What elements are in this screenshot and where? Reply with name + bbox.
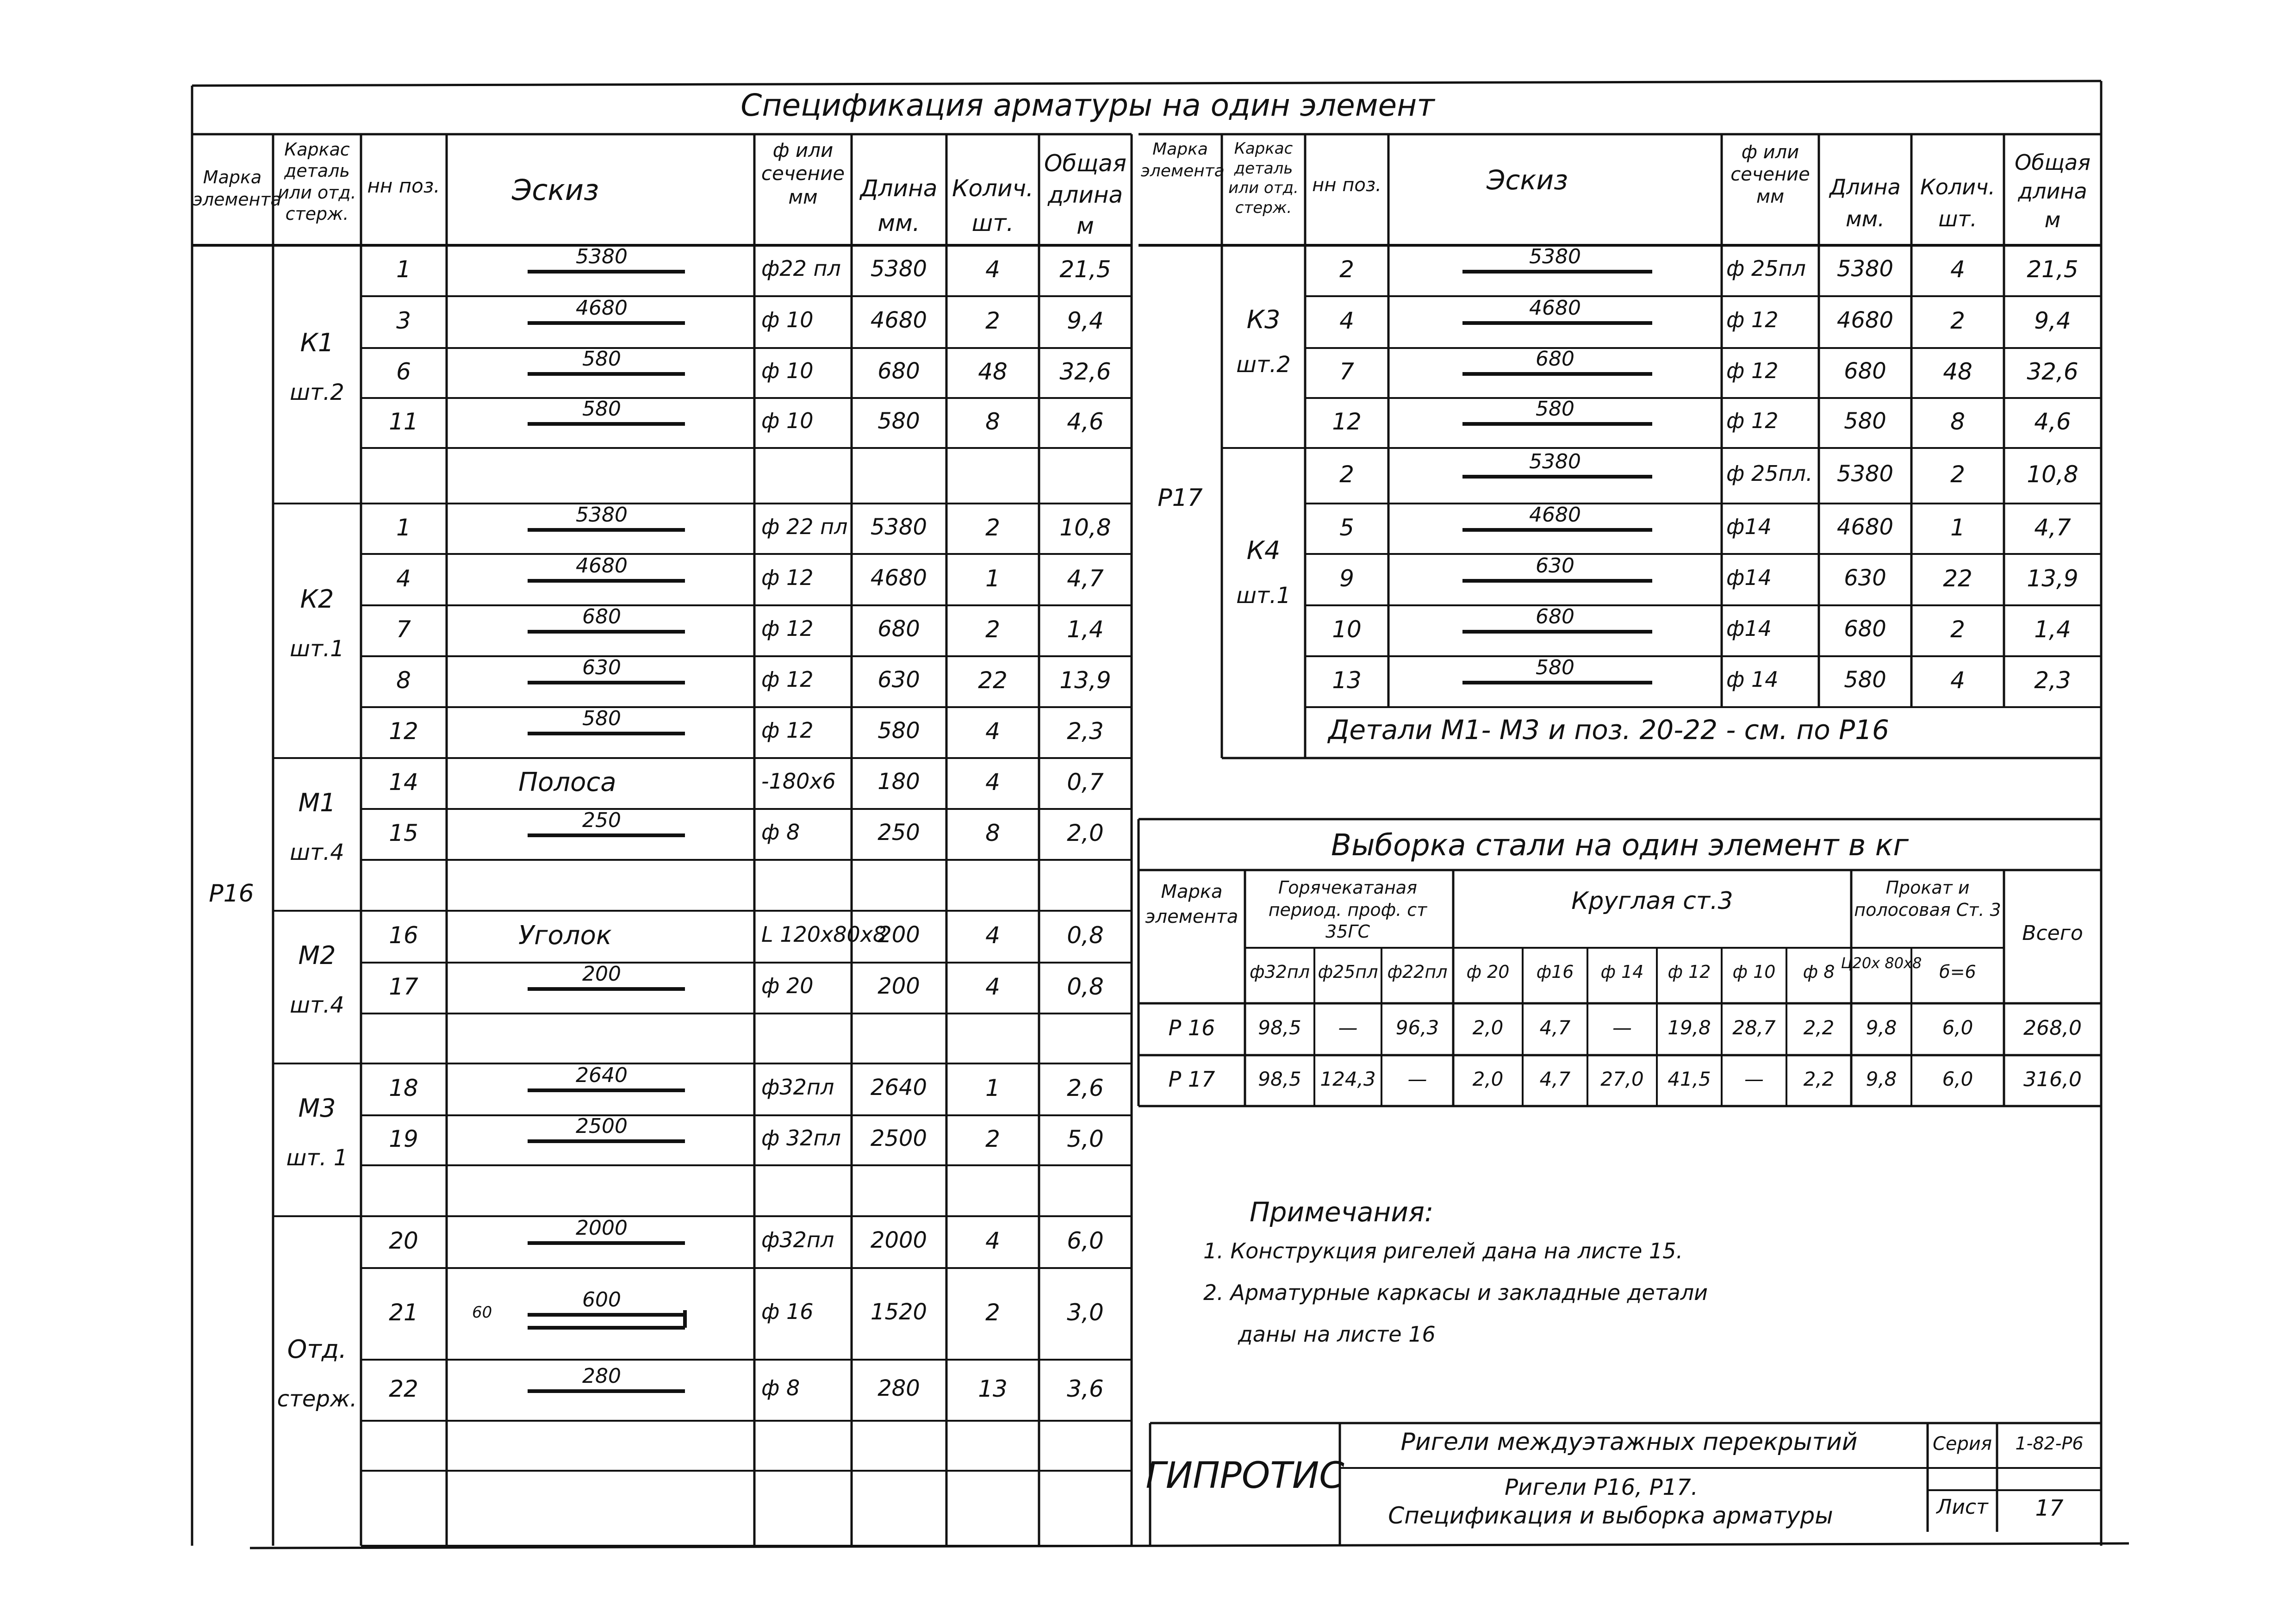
rebar-sketch-line [528, 833, 685, 837]
row-qty: 13 [978, 1375, 1008, 1402]
row-length: 5380 [1836, 256, 1894, 282]
steel-value: — [1612, 1016, 1632, 1039]
row-qty: 8 [985, 408, 1000, 435]
row-pos: 18 [389, 1075, 418, 1101]
row-qty: 22 [978, 667, 1008, 694]
steel-subheader: ф 14 [1600, 962, 1644, 982]
sketch-dimension: 250 [582, 808, 621, 832]
row-length: 2000 [870, 1227, 927, 1253]
steel-value: 9,8 [1866, 1068, 1897, 1090]
row-length: 630 [1844, 565, 1886, 591]
details-note: Детали М1- М3 и поз. 20-22 - см. по Р16 [1328, 714, 1889, 746]
sketch-dimension: 5380 [576, 245, 628, 268]
frame-group-count: шт. 1 [286, 1145, 348, 1171]
row-diameter: ф 32пл [761, 1126, 841, 1150]
row-total: 2,3 [2034, 667, 2071, 694]
steel-row-mark: Р 16 [1168, 1015, 1215, 1040]
steel-subheader: б=6 [1939, 962, 1976, 982]
steel-row-mark: Р 17 [1168, 1067, 1215, 1092]
steel-value: 41,5 [1668, 1068, 1711, 1090]
sketch-label: Полоса [518, 767, 616, 797]
steel-rolled-header: Прокат и полосовая Ст. 3 [1854, 877, 2001, 920]
sketch-label: Уголок [518, 920, 612, 951]
row-length: 2500 [870, 1126, 927, 1151]
row-length: 280 [877, 1375, 920, 1401]
rebar-sketch-line [528, 732, 685, 735]
rebar-sketch-line [1462, 422, 1652, 426]
row-qty: 2 [1950, 616, 1965, 643]
row-total: 2,0 [1067, 820, 1104, 846]
row-total: 9,4 [2034, 307, 2071, 334]
steel-subheader: ф32пл [1250, 962, 1310, 982]
header-sketch: Эскиз [511, 173, 599, 207]
sketch-dimension: 630 [582, 656, 621, 679]
rebar-sketch-line [1462, 321, 1652, 325]
header-pos: нн поз. [367, 174, 440, 197]
header-qty: Колич. шт. [1920, 174, 1995, 231]
row-pos: 1 [396, 256, 411, 283]
row-diameter: ф 10 [761, 358, 814, 383]
sketch-dimension: 5380 [1529, 245, 1581, 268]
sketch-dimension: 600 [582, 1288, 621, 1312]
row-length: 2640 [870, 1075, 927, 1101]
row-length: 680 [1844, 616, 1886, 642]
steel-subheader: ф 8 [1803, 962, 1835, 982]
header-dia: ф или сечение мм [1730, 142, 1810, 207]
sketch-dimension: 5380 [576, 503, 628, 527]
row-diameter: ф 10 [761, 307, 814, 332]
row-total: 9,4 [1067, 307, 1104, 334]
rebar-sketch-line [528, 528, 685, 532]
row-total: 4,7 [2034, 514, 2071, 541]
steel-value: 2,0 [1472, 1016, 1504, 1039]
row-pos: 19 [389, 1126, 418, 1152]
row-length: 580 [1844, 408, 1886, 434]
header-frame: Каркас деталь или отд. стерж. [1228, 139, 1299, 217]
row-pos: 3 [396, 307, 411, 334]
row-qty: 8 [985, 820, 1000, 846]
rebar-sketch-line [528, 1139, 685, 1143]
spec-title: Спецификация арматуры на один элемент [740, 87, 1435, 123]
note-item: 1. Конструкция ригелей дана на листе 15. [1203, 1238, 1683, 1263]
row-diameter: ф 20 [761, 973, 814, 998]
sketch-dimension: 580 [582, 707, 621, 730]
steel-value: 4,7 [1539, 1016, 1571, 1039]
sketch-dimension: 4680 [576, 553, 628, 578]
element-mark-r16: Р16 [209, 880, 254, 908]
top-border [192, 81, 2101, 86]
rebar-sketch-line [528, 579, 685, 583]
row-total: 4,7 [1067, 565, 1104, 592]
row-total: 0,8 [1067, 973, 1104, 1000]
steel-subheader: ф22пл [1387, 962, 1448, 982]
steel-subheader: ф25пл [1318, 962, 1378, 982]
row-pos: 5 [1339, 514, 1354, 541]
row-diameter: ф 14 [1726, 667, 1779, 692]
row-length: 5380 [1836, 461, 1894, 487]
row-diameter: ф14 [1726, 616, 1772, 641]
rebar-sketch-line [1462, 475, 1652, 479]
row-length: 630 [877, 667, 920, 693]
row-pos: 14 [389, 769, 418, 796]
note-item: даны на листе 16 [1238, 1322, 1436, 1347]
element-mark-r17: Р17 [1157, 484, 1203, 512]
header-frame: Каркас деталь или отд. стерж. [278, 139, 356, 224]
header-qty: Колич. шт. [952, 175, 1033, 236]
steel-value: 98,5 [1258, 1016, 1301, 1039]
frame-group-count: шт.1 [1236, 583, 1291, 609]
sketch-dimension: 2500 [576, 1114, 628, 1138]
row-total: 32,6 [2027, 358, 2078, 385]
sketch-dimension: 4680 [576, 296, 628, 320]
frame-group-name: М3 [298, 1094, 336, 1123]
row-total: 21,5 [2027, 256, 2078, 283]
row-pos: 9 [1339, 565, 1354, 592]
sketch-dimension: 2640 [576, 1063, 628, 1087]
steel-subheader: ф 20 [1466, 962, 1510, 982]
row-qty: 4 [985, 718, 1000, 745]
row-qty: 2 [985, 1299, 1000, 1326]
row-pos: 2 [1339, 256, 1354, 283]
steel-value: 98,5 [1258, 1068, 1301, 1090]
rebar-sketch-line [1462, 372, 1652, 376]
row-diameter: ф 12 [761, 616, 814, 641]
row-total: 13,9 [1059, 667, 1111, 694]
header-dia: ф или сечение мм [761, 139, 845, 208]
steel-value: 96,3 [1395, 1016, 1439, 1039]
steel-value: 6,0 [1942, 1016, 1973, 1039]
row-pos: 21 [389, 1299, 418, 1326]
row-length: 5380 [870, 514, 927, 540]
row-length: 200 [877, 922, 920, 948]
steel-subheader: ф 12 [1668, 962, 1711, 982]
row-total: 10,8 [2027, 461, 2078, 488]
row-qty: 4 [985, 256, 1000, 283]
row-diameter: ф 12 [761, 718, 814, 743]
row-total: 0,7 [1067, 769, 1104, 796]
row-total: 3,6 [1067, 1375, 1104, 1402]
row-pos: 2 [1339, 461, 1354, 488]
steel-value: 9,8 [1866, 1016, 1897, 1039]
row-total: 10,8 [1059, 514, 1111, 541]
steel-value: 2,2 [1803, 1016, 1835, 1039]
row-qty: 4 [985, 973, 1000, 1000]
row-diameter: ф 10 [761, 408, 814, 433]
row-length: 1520 [870, 1299, 927, 1325]
frame-group-count: шт.1 [290, 636, 344, 662]
stamp-series-label: Серия [1933, 1433, 1992, 1455]
row-length: 200 [877, 973, 920, 999]
row-pos: 13 [1332, 667, 1362, 694]
sketch-dimension: 5380 [1529, 450, 1581, 473]
stamp-sheet-title: Ригели Р16, Р17. [1505, 1474, 1698, 1500]
stamp-sheet-title: Спецификация и выборка арматуры [1388, 1502, 1833, 1529]
row-pos: 12 [389, 718, 418, 745]
row-diameter: ф 12 [1726, 307, 1779, 332]
frame-group-count: шт.2 [1236, 352, 1291, 378]
row-diameter: ф 12 [761, 565, 814, 590]
steel-value: 2,2 [1803, 1068, 1835, 1090]
steel-title: Выборка стали на один элемент в кг [1331, 828, 1909, 863]
steel-value: — [1407, 1068, 1427, 1090]
row-diameter: ф32пл [761, 1227, 834, 1252]
row-qty: 2 [1950, 461, 1965, 488]
frame-group-count: стерж. [277, 1386, 357, 1412]
row-pos: 10 [1332, 616, 1362, 643]
steel-row-total: 268,0 [2023, 1016, 2082, 1040]
row-diameter: ф 12 [761, 667, 814, 692]
row-pos: 8 [396, 667, 411, 694]
row-qty: 48 [1943, 358, 1972, 385]
sketch-dimension: 580 [582, 397, 621, 421]
row-pos: 17 [389, 973, 418, 1000]
row-pos: 1 [396, 514, 411, 541]
row-qty: 4 [985, 1227, 1000, 1254]
row-diameter: L 120х80х8 [761, 922, 887, 947]
row-total: 2,3 [1067, 718, 1104, 745]
row-diameter: ф 25пл [1726, 256, 1806, 281]
sketch-dimension: 580 [1536, 656, 1574, 679]
row-length: 4680 [870, 307, 927, 333]
row-total: 2,6 [1067, 1075, 1104, 1101]
row-total: 32,6 [1059, 358, 1111, 385]
stamp-org: ГИПРОТИС [1145, 1455, 1344, 1497]
row-diameter: ф14 [1726, 514, 1772, 539]
row-qty: 4 [985, 922, 1000, 949]
steel-subheader: ф 10 [1732, 962, 1776, 982]
header-total: Общая длина м [2015, 150, 2091, 233]
header-pos: нн поз. [1312, 174, 1381, 196]
steel-subheader: ф16 [1536, 962, 1574, 982]
row-pos: 4 [1339, 307, 1354, 334]
sketch-dimension: 580 [582, 347, 621, 371]
row-qty: 1 [1950, 514, 1965, 541]
sketch-dimension: 680 [1536, 605, 1574, 628]
steel-value: 2,0 [1472, 1068, 1504, 1090]
rebar-sketch-line [528, 1088, 685, 1092]
header-mark: Марка элемента [193, 167, 281, 210]
rebar-sketch-line [528, 1389, 685, 1393]
row-qty: 48 [978, 358, 1008, 385]
row-qty: 2 [1950, 307, 1965, 334]
row-total: 5,0 [1067, 1126, 1104, 1152]
row-total: 0,8 [1067, 922, 1104, 949]
row-length: 580 [877, 718, 920, 744]
sketch-dimension: 630 [1536, 553, 1574, 578]
stamp-sheet-number: 17 [2035, 1495, 2064, 1521]
row-length: 250 [877, 820, 920, 846]
steel-row-total: 316,0 [2023, 1068, 2082, 1091]
rebar-sketch-line [528, 1241, 685, 1245]
rebar-sketch-line [528, 987, 685, 991]
row-qty: 2 [985, 307, 1000, 334]
row-qty: 2 [985, 616, 1000, 643]
frame-group-count: шт.4 [290, 992, 344, 1018]
steel-round-bar-header: Круглая ст.3 [1571, 887, 1733, 915]
row-pos: 16 [389, 922, 418, 949]
row-qty: 8 [1950, 408, 1965, 435]
row-length: 4680 [1836, 514, 1894, 540]
sketch-dimension: 580 [1536, 397, 1574, 421]
steel-value: 27,0 [1600, 1068, 1644, 1090]
row-qty: 4 [1950, 256, 1965, 283]
row-pos: 15 [389, 820, 418, 846]
sketch-dimension: 4680 [1529, 503, 1581, 527]
steel-mark-header: Марка элемента [1145, 881, 1238, 927]
row-qty: 4 [985, 769, 1000, 796]
row-length: 5380 [870, 256, 927, 282]
sketch-dim-small: 60 [472, 1303, 492, 1322]
row-qty: 2 [985, 514, 1000, 541]
header-len: Длина мм. [860, 175, 938, 236]
sketch-dimension: 680 [582, 605, 621, 628]
steel-value: — [1338, 1016, 1358, 1039]
row-diameter: ф 8 [761, 820, 800, 845]
rebar-sketch-line [528, 681, 685, 684]
sketch-dimension: 4680 [1529, 296, 1581, 320]
row-diameter: ф 22 пл [761, 514, 848, 539]
steel-value: 124,3 [1320, 1068, 1376, 1090]
row-total: 1,4 [1067, 616, 1104, 643]
rebar-sketch-line [528, 270, 685, 274]
rebar-sketch-line [1462, 681, 1652, 684]
row-pos: 22 [389, 1375, 418, 1402]
rebar-sketch-line [1462, 630, 1652, 634]
row-length: 180 [877, 769, 920, 795]
row-qty: 22 [1943, 565, 1972, 592]
row-length: 580 [1844, 667, 1886, 693]
header-total: Общая длина м [1044, 150, 1126, 239]
frame-group-name: К3 [1246, 305, 1281, 334]
frame-group-name: К1 [300, 328, 334, 357]
rebar-sketch-line [1462, 579, 1652, 583]
row-qty: 4 [1950, 667, 1965, 694]
row-diameter: ф 12 [1726, 408, 1779, 433]
frame-group-count: шт.2 [290, 379, 344, 405]
stamp-project: Ригели междуэтажных перекрытий [1400, 1428, 1858, 1456]
rebar-sketch-line [528, 1313, 685, 1317]
row-length: 4680 [1836, 307, 1894, 333]
rebar-sketch-line [528, 372, 685, 376]
frame-group-count: шт.4 [290, 839, 344, 865]
sketch-dimension: 200 [582, 962, 621, 986]
frame-group-name: М1 [298, 788, 336, 817]
row-length: 580 [877, 408, 920, 434]
rebar-sketch-line [528, 321, 685, 325]
row-diameter: ф 8 [761, 1375, 800, 1400]
sketch-dimension: 2000 [576, 1216, 628, 1240]
row-total: 21,5 [1059, 256, 1111, 283]
row-total: 6,0 [1067, 1227, 1104, 1254]
row-total: 1,4 [2034, 616, 2071, 643]
steel-value: 19,8 [1668, 1016, 1711, 1039]
frame-group-name: К2 [300, 585, 334, 614]
rebar-sketch-line [528, 422, 685, 426]
row-length: 680 [877, 616, 920, 642]
header-sketch: Эскиз [1487, 164, 1568, 196]
steel-value: — [1744, 1068, 1764, 1090]
steel-value: 4,7 [1539, 1068, 1571, 1090]
sketch-dimension: 680 [1536, 347, 1574, 371]
row-total: 13,9 [2027, 565, 2078, 592]
row-pos: 20 [389, 1227, 418, 1254]
steel-hot-rolled-header: Горячекатаная период. проф. ст 35ГС [1268, 877, 1427, 942]
row-pos: 7 [396, 616, 411, 643]
frame-group-name: К4 [1246, 536, 1281, 565]
notes-title: Примечания: [1250, 1196, 1434, 1228]
row-qty: 1 [985, 1075, 1000, 1101]
rebar-sketch-line [1462, 528, 1652, 532]
row-qty: 2 [985, 1126, 1000, 1152]
row-diameter: -180х6 [761, 769, 836, 794]
row-pos: 6 [396, 358, 411, 385]
stamp-series: 1-82-Р6 [2015, 1433, 2084, 1454]
row-diameter: ф 16 [761, 1299, 814, 1324]
steel-subheader: Ц20х 80х8 [1841, 954, 1922, 972]
note-item: 2. Арматурные каркасы и закладные детали [1203, 1280, 1708, 1305]
row-pos: 7 [1339, 358, 1354, 385]
steel-total-header: Всего [2022, 921, 2083, 945]
row-qty: 1 [985, 565, 1000, 592]
row-diameter: ф14 [1726, 565, 1772, 590]
row-length: 4680 [870, 565, 927, 591]
row-pos: 12 [1332, 408, 1362, 435]
header-mark: Марка элемента [1141, 140, 1225, 180]
steel-value: 28,7 [1732, 1016, 1776, 1039]
steel-value: 6,0 [1942, 1068, 1973, 1090]
row-total: 4,6 [1067, 408, 1104, 435]
frame-group-name: Отд. [287, 1335, 347, 1364]
frame-group-name: М2 [298, 941, 336, 970]
row-total: 4,6 [2034, 408, 2071, 435]
sketch-dimension: 280 [582, 1364, 621, 1388]
row-diameter: ф 25пл. [1726, 461, 1813, 486]
header-len: Длина мм. [1829, 174, 1901, 231]
row-pos: 4 [396, 565, 411, 592]
row-diameter: ф 12 [1726, 358, 1779, 383]
stamp-sheet-label: Лист [1936, 1495, 1988, 1519]
row-length: 680 [1844, 358, 1886, 384]
row-diameter: ф32пл [761, 1075, 834, 1100]
row-pos: 11 [389, 408, 418, 435]
row-diameter: ф22 пл [761, 256, 841, 281]
rebar-sketch-line [1462, 270, 1652, 274]
rebar-sketch-line [528, 630, 685, 634]
row-total: 3,0 [1067, 1299, 1104, 1326]
row-length: 680 [877, 358, 920, 384]
